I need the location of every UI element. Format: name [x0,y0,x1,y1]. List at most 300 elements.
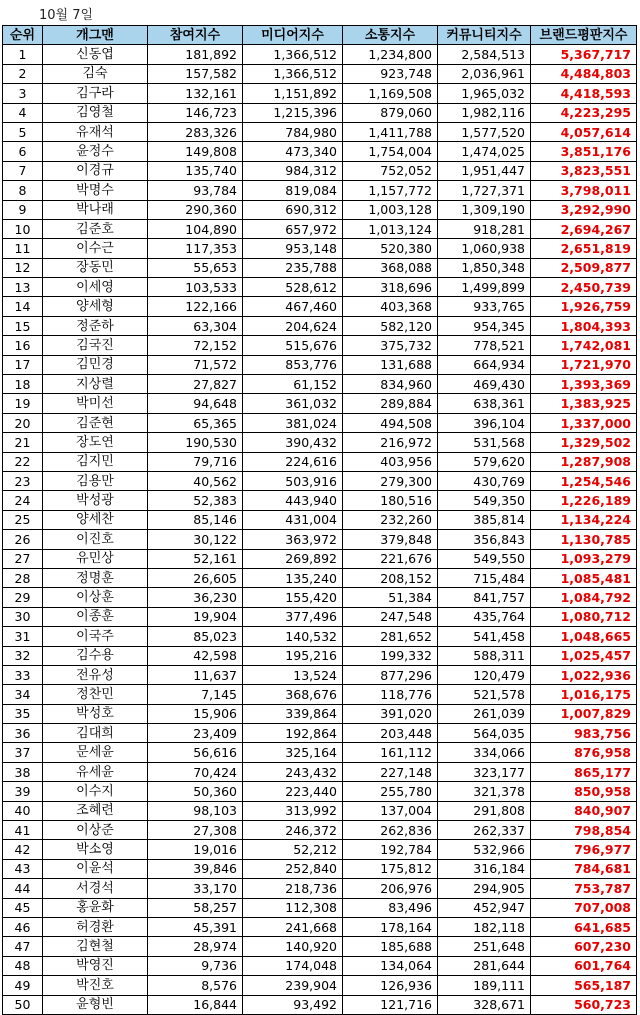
participation-cell: 71,572 [148,355,243,374]
media-cell: 361,032 [243,394,343,413]
table-row [3,840,637,859]
brand-cell: 3,292,990 [531,200,637,219]
media-cell: 431,004 [243,510,343,529]
name-cell: 김수용 [43,646,148,665]
brand-cell: 1,721,970 [531,355,637,374]
participation-cell: 23,409 [148,724,243,743]
rank-cell: 1 [3,45,43,64]
brand-cell: 1,393,369 [531,375,637,394]
brand-cell: 983,756 [531,724,637,743]
name-cell: 양세형 [43,297,148,316]
media-cell: 377,496 [243,607,343,626]
media-cell: 195,216 [243,646,343,665]
media-cell: 204,624 [243,316,343,335]
participation-cell: 117,353 [148,239,243,258]
community-cell: 564,035 [438,724,531,743]
rank-cell: 39 [3,782,43,801]
table-row [3,45,637,64]
brand-cell: 560,723 [531,995,637,1014]
rank-cell: 8 [3,181,43,200]
table-row [3,433,637,452]
name-cell: 김민경 [43,355,148,374]
communication-cell: 203,448 [343,724,438,743]
rank-cell: 3 [3,84,43,103]
brand-cell: 865,177 [531,762,637,781]
media-cell: 784,980 [243,122,343,141]
brand-cell: 796,977 [531,840,637,859]
rank-cell: 36 [3,724,43,743]
table-row [3,995,637,1014]
media-cell: 467,460 [243,297,343,316]
name-cell: 정명훈 [43,568,148,587]
name-cell: 전유성 [43,665,148,684]
participation-cell: 283,326 [148,122,243,141]
community-cell: 1,474,025 [438,142,531,161]
community-cell: 549,550 [438,549,531,568]
brand-cell: 840,907 [531,801,637,820]
media-cell: 223,440 [243,782,343,801]
name-cell: 박미선 [43,394,148,413]
media-cell: 93,492 [243,995,343,1014]
participation-cell: 52,383 [148,491,243,510]
participation-cell: 16,844 [148,995,243,1014]
table-row [3,549,637,568]
communication-cell: 255,780 [343,782,438,801]
table-row [3,976,637,995]
media-cell: 819,084 [243,181,343,200]
participation-cell: 8,576 [148,976,243,995]
participation-cell: 50,360 [148,782,243,801]
communication-cell: 923,748 [343,64,438,83]
communication-cell: 318,696 [343,278,438,297]
rank-cell: 26 [3,530,43,549]
brand-cell: 1,226,189 [531,491,637,510]
name-cell: 이상준 [43,821,148,840]
brand-cell: 1,007,829 [531,704,637,723]
brand-cell: 798,854 [531,821,637,840]
brand-cell: 1,016,175 [531,685,637,704]
rank-cell: 13 [3,278,43,297]
name-cell: 박성호 [43,704,148,723]
brand-cell: 1,084,792 [531,588,637,607]
table-row [3,297,637,316]
table-row [3,200,637,219]
participation-cell: 52,161 [148,549,243,568]
name-cell: 김용만 [43,471,148,490]
community-cell: 954,345 [438,316,531,335]
community-cell: 291,808 [438,801,531,820]
name-cell: 이경규 [43,161,148,180]
rank-cell: 15 [3,316,43,335]
media-cell: 443,940 [243,491,343,510]
rank-cell: 43 [3,859,43,878]
name-cell: 지상렬 [43,375,148,394]
media-cell: 473,340 [243,142,343,161]
communication-cell: 391,020 [343,704,438,723]
media-cell: 984,312 [243,161,343,180]
name-cell: 이종훈 [43,607,148,626]
brand-cell: 1,383,925 [531,394,637,413]
participation-cell: 19,016 [148,840,243,859]
brand-cell: 1,254,546 [531,471,637,490]
communication-cell: 582,120 [343,316,438,335]
communication-cell: 375,732 [343,336,438,355]
rank-cell: 12 [3,258,43,277]
rank-cell: 27 [3,549,43,568]
community-cell: 469,430 [438,375,531,394]
table-row [3,568,637,587]
name-cell: 유민상 [43,549,148,568]
participation-cell: 30,122 [148,530,243,549]
community-cell: 281,644 [438,956,531,975]
table-row [3,413,637,432]
table-row [3,452,637,471]
brand-cell: 4,484,803 [531,64,637,83]
rank-cell: 50 [3,995,43,1014]
communication-cell: 403,956 [343,452,438,471]
media-cell: 853,776 [243,355,343,374]
communication-cell: 1,013,124 [343,219,438,238]
table-row [3,588,637,607]
communication-cell: 403,368 [343,297,438,316]
media-cell: 390,432 [243,433,343,452]
community-cell: 1,965,032 [438,84,531,103]
participation-cell: 290,360 [148,200,243,219]
community-cell: 1,060,938 [438,239,531,258]
name-cell: 박진호 [43,976,148,995]
participation-cell: 27,827 [148,375,243,394]
table-row [3,64,637,83]
community-cell: 1,499,899 [438,278,531,297]
name-cell: 서경석 [43,879,148,898]
communication-cell: 137,004 [343,801,438,820]
media-cell: 690,312 [243,200,343,219]
rank-cell: 30 [3,607,43,626]
table-row [3,239,637,258]
name-cell: 김영철 [43,103,148,122]
rank-cell: 44 [3,879,43,898]
communication-cell: 279,300 [343,471,438,490]
participation-cell: 45,391 [148,917,243,936]
table-row [3,898,637,917]
table-row [3,743,637,762]
media-cell: 953,148 [243,239,343,258]
rank-cell: 40 [3,801,43,820]
community-cell: 316,184 [438,859,531,878]
table-row [3,122,637,141]
name-cell: 유세윤 [43,762,148,781]
community-cell: 356,843 [438,530,531,549]
rank-cell: 28 [3,568,43,587]
communication-cell: 206,976 [343,879,438,898]
participation-cell: 58,257 [148,898,243,917]
media-cell: 239,904 [243,976,343,995]
community-cell: 334,066 [438,743,531,762]
media-cell: 1,366,512 [243,45,343,64]
table-row [3,607,637,626]
table-row [3,316,637,335]
community-cell: 1,727,371 [438,181,531,200]
communication-cell: 1,234,800 [343,45,438,64]
participation-cell: 56,616 [148,743,243,762]
participation-cell: 146,723 [148,103,243,122]
community-cell: 1,951,447 [438,161,531,180]
table-row [3,879,637,898]
table-row [3,394,637,413]
media-cell: 241,668 [243,917,343,936]
community-cell: 531,568 [438,433,531,452]
participation-cell: 85,023 [148,627,243,646]
community-cell: 664,934 [438,355,531,374]
rank-cell: 21 [3,433,43,452]
rank-cell: 5 [3,122,43,141]
community-cell: 2,584,513 [438,45,531,64]
participation-cell: 27,308 [148,821,243,840]
date-label: 10월 7일 [39,8,94,23]
participation-cell: 181,892 [148,45,243,64]
communication-cell: 126,936 [343,976,438,995]
rank-cell: 10 [3,219,43,238]
community-cell: 182,118 [438,917,531,936]
rank-cell: 19 [3,394,43,413]
media-cell: 528,612 [243,278,343,297]
participation-cell: 63,304 [148,316,243,335]
brand-cell: 5,367,717 [531,45,637,64]
rank-cell: 31 [3,627,43,646]
communication-cell: 834,960 [343,375,438,394]
table-row [3,782,637,801]
communication-cell: 379,848 [343,530,438,549]
communication-cell: 262,836 [343,821,438,840]
header-community-index: 커뮤니티지수 [438,26,531,45]
communication-cell: 221,676 [343,549,438,568]
name-cell: 허경환 [43,917,148,936]
media-cell: 325,164 [243,743,343,762]
communication-cell: 51,384 [343,588,438,607]
communication-cell: 121,716 [343,995,438,1014]
participation-cell: 98,103 [148,801,243,820]
community-cell: 549,350 [438,491,531,510]
brand-cell: 1,093,279 [531,549,637,568]
media-cell: 381,024 [243,413,343,432]
table-row [3,646,637,665]
media-cell: 243,432 [243,762,343,781]
name-cell: 김준호 [43,219,148,238]
brand-cell: 1,080,712 [531,607,637,626]
participation-cell: 36,230 [148,588,243,607]
media-cell: 218,736 [243,879,343,898]
table-row [3,665,637,684]
communication-cell: 208,152 [343,568,438,587]
table-row [3,181,637,200]
brand-cell: 1,804,393 [531,316,637,335]
brand-cell: 3,798,011 [531,181,637,200]
table-row [3,510,637,529]
media-cell: 140,532 [243,627,343,646]
brand-cell: 4,057,614 [531,122,637,141]
rank-cell: 2 [3,64,43,83]
rank-cell: 4 [3,103,43,122]
communication-cell: 180,516 [343,491,438,510]
participation-cell: 19,904 [148,607,243,626]
participation-cell: 135,740 [148,161,243,180]
rank-cell: 22 [3,452,43,471]
table-row [3,258,637,277]
rank-cell: 32 [3,646,43,665]
name-cell: 신동엽 [43,45,148,64]
table-row [3,103,637,122]
communication-cell: 1,754,004 [343,142,438,161]
brand-cell: 1,022,936 [531,665,637,684]
table-row [3,801,637,820]
table-body [3,45,637,1015]
brand-cell: 707,008 [531,898,637,917]
table-row [3,336,637,355]
rank-cell: 6 [3,142,43,161]
participation-cell: 93,784 [148,181,243,200]
rank-cell: 47 [3,937,43,956]
community-cell: 1,577,520 [438,122,531,141]
participation-cell: 72,152 [148,336,243,355]
brand-cell: 2,450,739 [531,278,637,297]
communication-cell: 520,380 [343,239,438,258]
communication-cell: 1,003,128 [343,200,438,219]
header-row [3,26,637,45]
name-cell: 박소영 [43,840,148,859]
participation-cell: 190,530 [148,433,243,452]
community-cell: 715,484 [438,568,531,587]
header-rank: 순위 [3,26,43,45]
brand-cell: 784,681 [531,859,637,878]
brand-cell: 753,787 [531,879,637,898]
community-cell: 2,036,961 [438,64,531,83]
table-row [3,278,637,297]
community-cell: 430,769 [438,471,531,490]
name-cell: 박성광 [43,491,148,510]
rank-cell: 7 [3,161,43,180]
media-cell: 174,048 [243,956,343,975]
brand-cell: 1,085,481 [531,568,637,587]
participation-cell: 70,424 [148,762,243,781]
name-cell: 장동민 [43,258,148,277]
rank-cell: 42 [3,840,43,859]
community-cell: 588,311 [438,646,531,665]
communication-cell: 368,088 [343,258,438,277]
table-row [3,161,637,180]
table-row [3,355,637,374]
media-cell: 140,920 [243,937,343,956]
rank-cell: 16 [3,336,43,355]
media-cell: 112,308 [243,898,343,917]
name-cell: 정준하 [43,316,148,335]
community-cell: 918,281 [438,219,531,238]
media-cell: 235,788 [243,258,343,277]
participation-cell: 26,605 [148,568,243,587]
communication-cell: 289,884 [343,394,438,413]
brand-cell: 3,823,551 [531,161,637,180]
media-cell: 246,372 [243,821,343,840]
table-row [3,142,637,161]
communication-cell: 877,296 [343,665,438,684]
brand-cell: 607,230 [531,937,637,956]
community-cell: 452,947 [438,898,531,917]
brand-cell: 1,926,759 [531,297,637,316]
brand-cell: 2,651,819 [531,239,637,258]
participation-cell: 7,145 [148,685,243,704]
name-cell: 정찬민 [43,685,148,704]
community-cell: 435,764 [438,607,531,626]
brand-cell: 565,187 [531,976,637,995]
brand-cell: 2,509,877 [531,258,637,277]
name-cell: 박영진 [43,956,148,975]
media-cell: 515,676 [243,336,343,355]
brand-cell: 1,329,502 [531,433,637,452]
communication-cell: 879,060 [343,103,438,122]
community-cell: 294,905 [438,879,531,898]
rank-cell: 45 [3,898,43,917]
table-row [3,471,637,490]
communication-cell: 134,064 [343,956,438,975]
table-row [3,724,637,743]
community-cell: 189,111 [438,976,531,995]
community-cell: 778,521 [438,336,531,355]
participation-cell: 9,736 [148,956,243,975]
rank-cell: 38 [3,762,43,781]
brand-cell: 3,851,176 [531,142,637,161]
brand-cell: 1,742,081 [531,336,637,355]
table-row [3,84,637,103]
media-cell: 52,212 [243,840,343,859]
community-cell: 933,765 [438,297,531,316]
brand-cell: 876,958 [531,743,637,762]
name-cell: 김현철 [43,937,148,956]
community-cell: 396,104 [438,413,531,432]
name-cell: 김구라 [43,84,148,103]
name-cell: 김지민 [43,452,148,471]
table-row [3,917,637,936]
table-row [3,219,637,238]
name-cell: 문세윤 [43,743,148,762]
communication-cell: 175,812 [343,859,438,878]
name-cell: 조혜련 [43,801,148,820]
table-row [3,821,637,840]
name-cell: 김숙 [43,64,148,83]
header-communication-index: 소통지수 [343,26,438,45]
community-cell: 1,982,116 [438,103,531,122]
community-cell: 579,620 [438,452,531,471]
participation-cell: 39,846 [148,859,243,878]
communication-cell: 281,652 [343,627,438,646]
rank-cell: 18 [3,375,43,394]
community-cell: 638,361 [438,394,531,413]
name-cell: 박나래 [43,200,148,219]
participation-cell: 132,161 [148,84,243,103]
table-row [3,530,637,549]
name-cell: 이상훈 [43,588,148,607]
brand-cell: 4,418,593 [531,84,637,103]
participation-cell: 42,598 [148,646,243,665]
name-cell: 유재석 [43,122,148,141]
communication-cell: 199,332 [343,646,438,665]
brand-cell: 1,287,908 [531,452,637,471]
name-cell: 김대희 [43,724,148,743]
rank-cell: 46 [3,917,43,936]
participation-cell: 104,890 [148,219,243,238]
participation-cell: 149,808 [148,142,243,161]
brand-cell: 2,694,267 [531,219,637,238]
media-cell: 1,151,892 [243,84,343,103]
participation-cell: 157,582 [148,64,243,83]
